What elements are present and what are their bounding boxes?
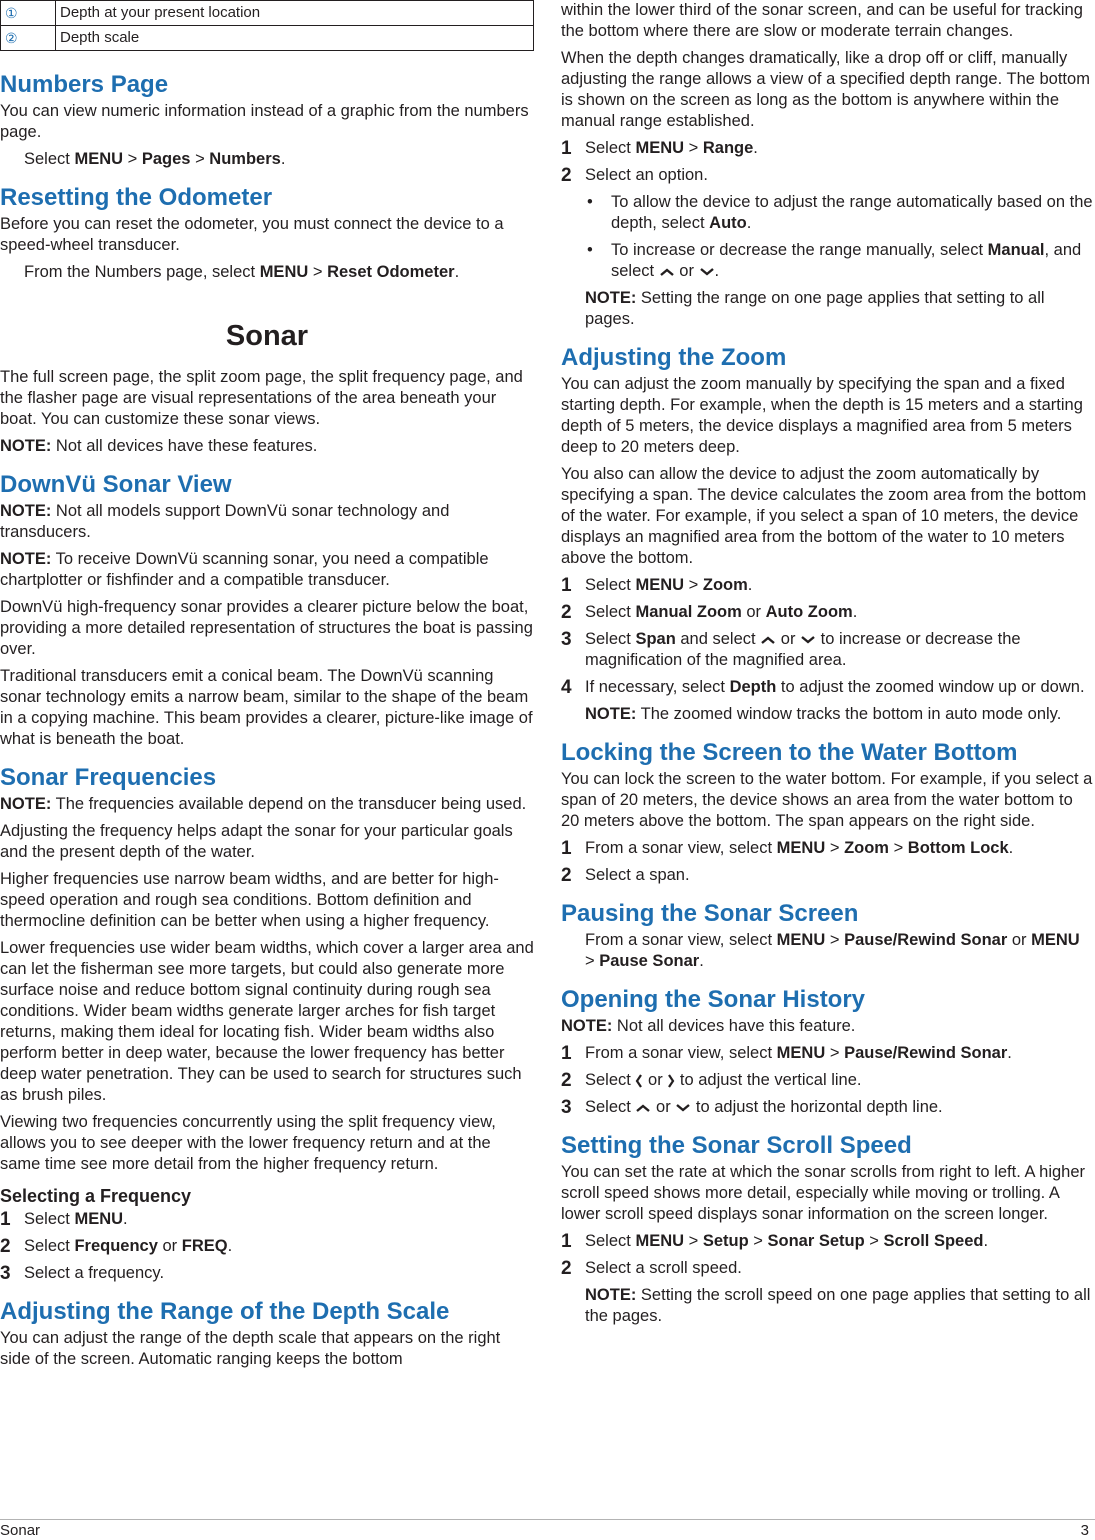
arrow-up-icon	[760, 635, 776, 645]
note: NOTE: Setting the range on one page applies that setting to all pages.	[585, 289, 1045, 328]
right-column	[561, 0, 1093, 1333]
page-number: 3	[1080, 1522, 1089, 1539]
paragraph: The full screen page, the split zoom page, the split frequency page, and the flasher page are visual representations of the area beneath your boat. You can customize these sonar views.	[0, 368, 523, 428]
step: 1 Select MENU > Setup > Sonar Setup > Scroll Speed.	[561, 1231, 989, 1252]
footer-section: Sonar	[0, 1522, 41, 1539]
lock-heading: Locking the Screen to the Water Bottom	[561, 739, 1018, 766]
table-row	[1, 1, 534, 26]
paragraph: You can lock the screen to the water bottom. For example, if you select a span of 20 meters, the device shows an area from the water bottom to 20 meters above the bottom. The span appears on the right side.	[561, 770, 1093, 830]
instruction: From the Numbers page, select MENU > Reset Odometer.	[24, 263, 460, 281]
pause-heading: Pausing the Sonar Screen	[561, 900, 859, 927]
note: NOTE: Not all devices have these features.	[0, 437, 318, 455]
paragraph: Viewing two frequencies concurrently using the split frequency view, allows you to see deeper with the lower frequency return and at the same time see more detail from the higher frequency return.	[0, 1113, 496, 1173]
paragraph: within the lower third of the sonar screen, and can be useful for tracking the bottom where there are slow or moderate terrain changes.	[561, 1, 1083, 40]
paragraph: DownVü high-frequency sonar provides a clearer picture below the boat, providing a more detailed representation of structures the boat is passing over.	[0, 598, 533, 658]
step: 2 Select Frequency or FREQ.	[0, 1236, 233, 1257]
callout-label: Depth scale	[56, 26, 534, 51]
arrow-down-icon	[699, 267, 715, 277]
paragraph: You can adjust the zoom manually by specifying the span and a fixed starting depth. For example, when the depth is 15 meters and a starting depth of 5 meters, the device displays a magnified area from 5 meters deep to 20 meters deep.	[561, 375, 1083, 456]
note: NOTE: To receive DownVü scanning sonar, you need a compatible chartplotter or fishfinder and a compatible transducer.	[0, 550, 489, 589]
page-footer	[0, 1519, 1095, 1539]
step: 3 Select or to adjust the horizontal depth line.	[561, 1097, 943, 1118]
paragraph: When the depth changes dramatically, like a drop off or cliff, manually adjusting the range allows a view of a specified depth range. The bottom is shown on the screen as long as the bottom is anywhere within the manual range established.	[561, 49, 1090, 130]
step: 2 Select Manual Zoom or Auto Zoom.	[561, 602, 858, 623]
range-heading: Adjusting the Range of the Depth Scale	[0, 1298, 450, 1325]
step: 2 Select a span.	[561, 865, 690, 886]
note: NOTE: Setting the scroll speed on one page applies that setting to all the pages.	[585, 1286, 1091, 1325]
step: 2 Select or to adjust the vertical line.	[561, 1070, 862, 1091]
instruction: From a sonar view, select MENU > Pause/Rewind Sonar or MENU > Pause Sonar.	[585, 931, 1080, 970]
arrow-down-icon	[800, 635, 816, 645]
list-item: • To allow the device to adjust the range automatically based on the depth, select Auto.	[587, 193, 1093, 232]
paragraph: Traditional transducers emit a conical beam. The DownVü scanning sonar technology emits a narrow beam, similar to the shape of the beam in a copying machine. This beam provides a clearer, picture-like image of what is beneath the boat.	[0, 667, 533, 748]
zoom-heading: Adjusting the Zoom	[561, 344, 787, 371]
step: 2 Select an option.	[561, 165, 708, 186]
instruction: Select MENU > Pages > Numbers.	[24, 150, 286, 168]
paragraph: Higher frequencies use narrow beam widths, and are better for high-speed operation and rough sea conditions. Bottom definition and thermocline definition can be better when using a higher frequency.	[0, 870, 499, 930]
callout-mark: ①	[1, 1, 56, 26]
downvu-heading: DownVü Sonar View	[0, 471, 232, 498]
table-row	[1, 26, 534, 51]
note: NOTE: Not all devices have this feature.	[561, 1017, 856, 1035]
paragraph: Lower frequencies use wider beam widths, which cover a larger area and can let the fisherman see more targets, but could also generate more surface noise and reduce bottom signal continuity during rough sea conditions. Wider beam widths generate larger arches for fish target returns, making them ideal for locating fish. Wider beam widths also perform better in deep water, because the lower frequency has better deep water penetration. They can be used to search for structures such as brush piles.	[0, 939, 534, 1104]
step: 3 Select a frequency.	[0, 1263, 165, 1284]
paragraph: Before you can reset the odometer, you must connect the device to a speed-wheel transducer.	[0, 215, 504, 254]
note: NOTE: The frequencies available depend on the transducer being used.	[0, 795, 527, 813]
paragraph: You can adjust the range of the depth scale that appears on the right side of the screen. Automatic ranging keeps the bottom	[0, 1329, 501, 1368]
arrow-down-icon	[675, 1103, 691, 1113]
callout-label: Depth at your present location	[56, 1, 534, 26]
step: 3 Select Span and select or to increase or decrease the magnification of the magnified area.	[561, 629, 1021, 669]
chapter-title: Sonar	[225, 320, 309, 352]
arrow-up-icon	[635, 1103, 651, 1113]
paragraph: You can set the rate at which the sonar scrolls from right to left. A higher scroll speed shows more detail, especially while moving or trolling. A lower scroll speed displays sonar information on the screen longer.	[561, 1163, 1086, 1223]
step: 1 From a sonar view, select MENU > Zoom > Bottom Lock.	[561, 838, 1014, 859]
arrow-up-icon	[659, 267, 675, 277]
note: NOTE: Not all models support DownVü sonar technology and transducers.	[0, 502, 450, 541]
odometer-heading: Resetting the Odometer	[0, 184, 273, 211]
scroll-heading: Setting the Sonar Scroll Speed	[561, 1132, 912, 1159]
callout-mark: ②	[1, 26, 56, 51]
history-heading: Opening the Sonar History	[561, 986, 866, 1013]
frequencies-heading: Sonar Frequencies	[0, 764, 217, 791]
left-column	[0, 0, 534, 1376]
note: NOTE: The zoomed window tracks the bottom in auto mode only.	[585, 705, 1062, 723]
paragraph: You can view numeric information instead of a graphic from the numbers page.	[0, 102, 529, 141]
step: 1 Select MENU > Range.	[561, 138, 758, 159]
step: 4 If necessary, select Depth to adjust the zoomed window up or down.	[561, 677, 1085, 698]
step: 1 Select MENU > Zoom.	[561, 575, 753, 596]
numbers-page-heading: Numbers Page	[0, 71, 169, 98]
callout-key-table	[0, 0, 534, 51]
paragraph: Adjusting the frequency helps adapt the sonar for your particular goals and the present depth of the water.	[0, 822, 513, 861]
list-item: • To increase or decrease the range manually, select Manual, and select or .	[587, 241, 1082, 280]
select-frequency-heading: Selecting a Frequency	[0, 1186, 192, 1206]
paragraph: You also can allow the device to adjust the zoom automatically by specifying a span. The device calculates the zoom area from the bottom of the water. For example, if you select a span of 10 meters, the device displays an magnified area from the bottom of the water to 10 meters above the bottom.	[561, 465, 1087, 567]
step: 2 Select a scroll speed.	[561, 1258, 742, 1279]
step: 1 From a sonar view, select MENU > Pause/Rewind Sonar.	[561, 1043, 1012, 1064]
step: 1 Select MENU.	[0, 1209, 128, 1230]
